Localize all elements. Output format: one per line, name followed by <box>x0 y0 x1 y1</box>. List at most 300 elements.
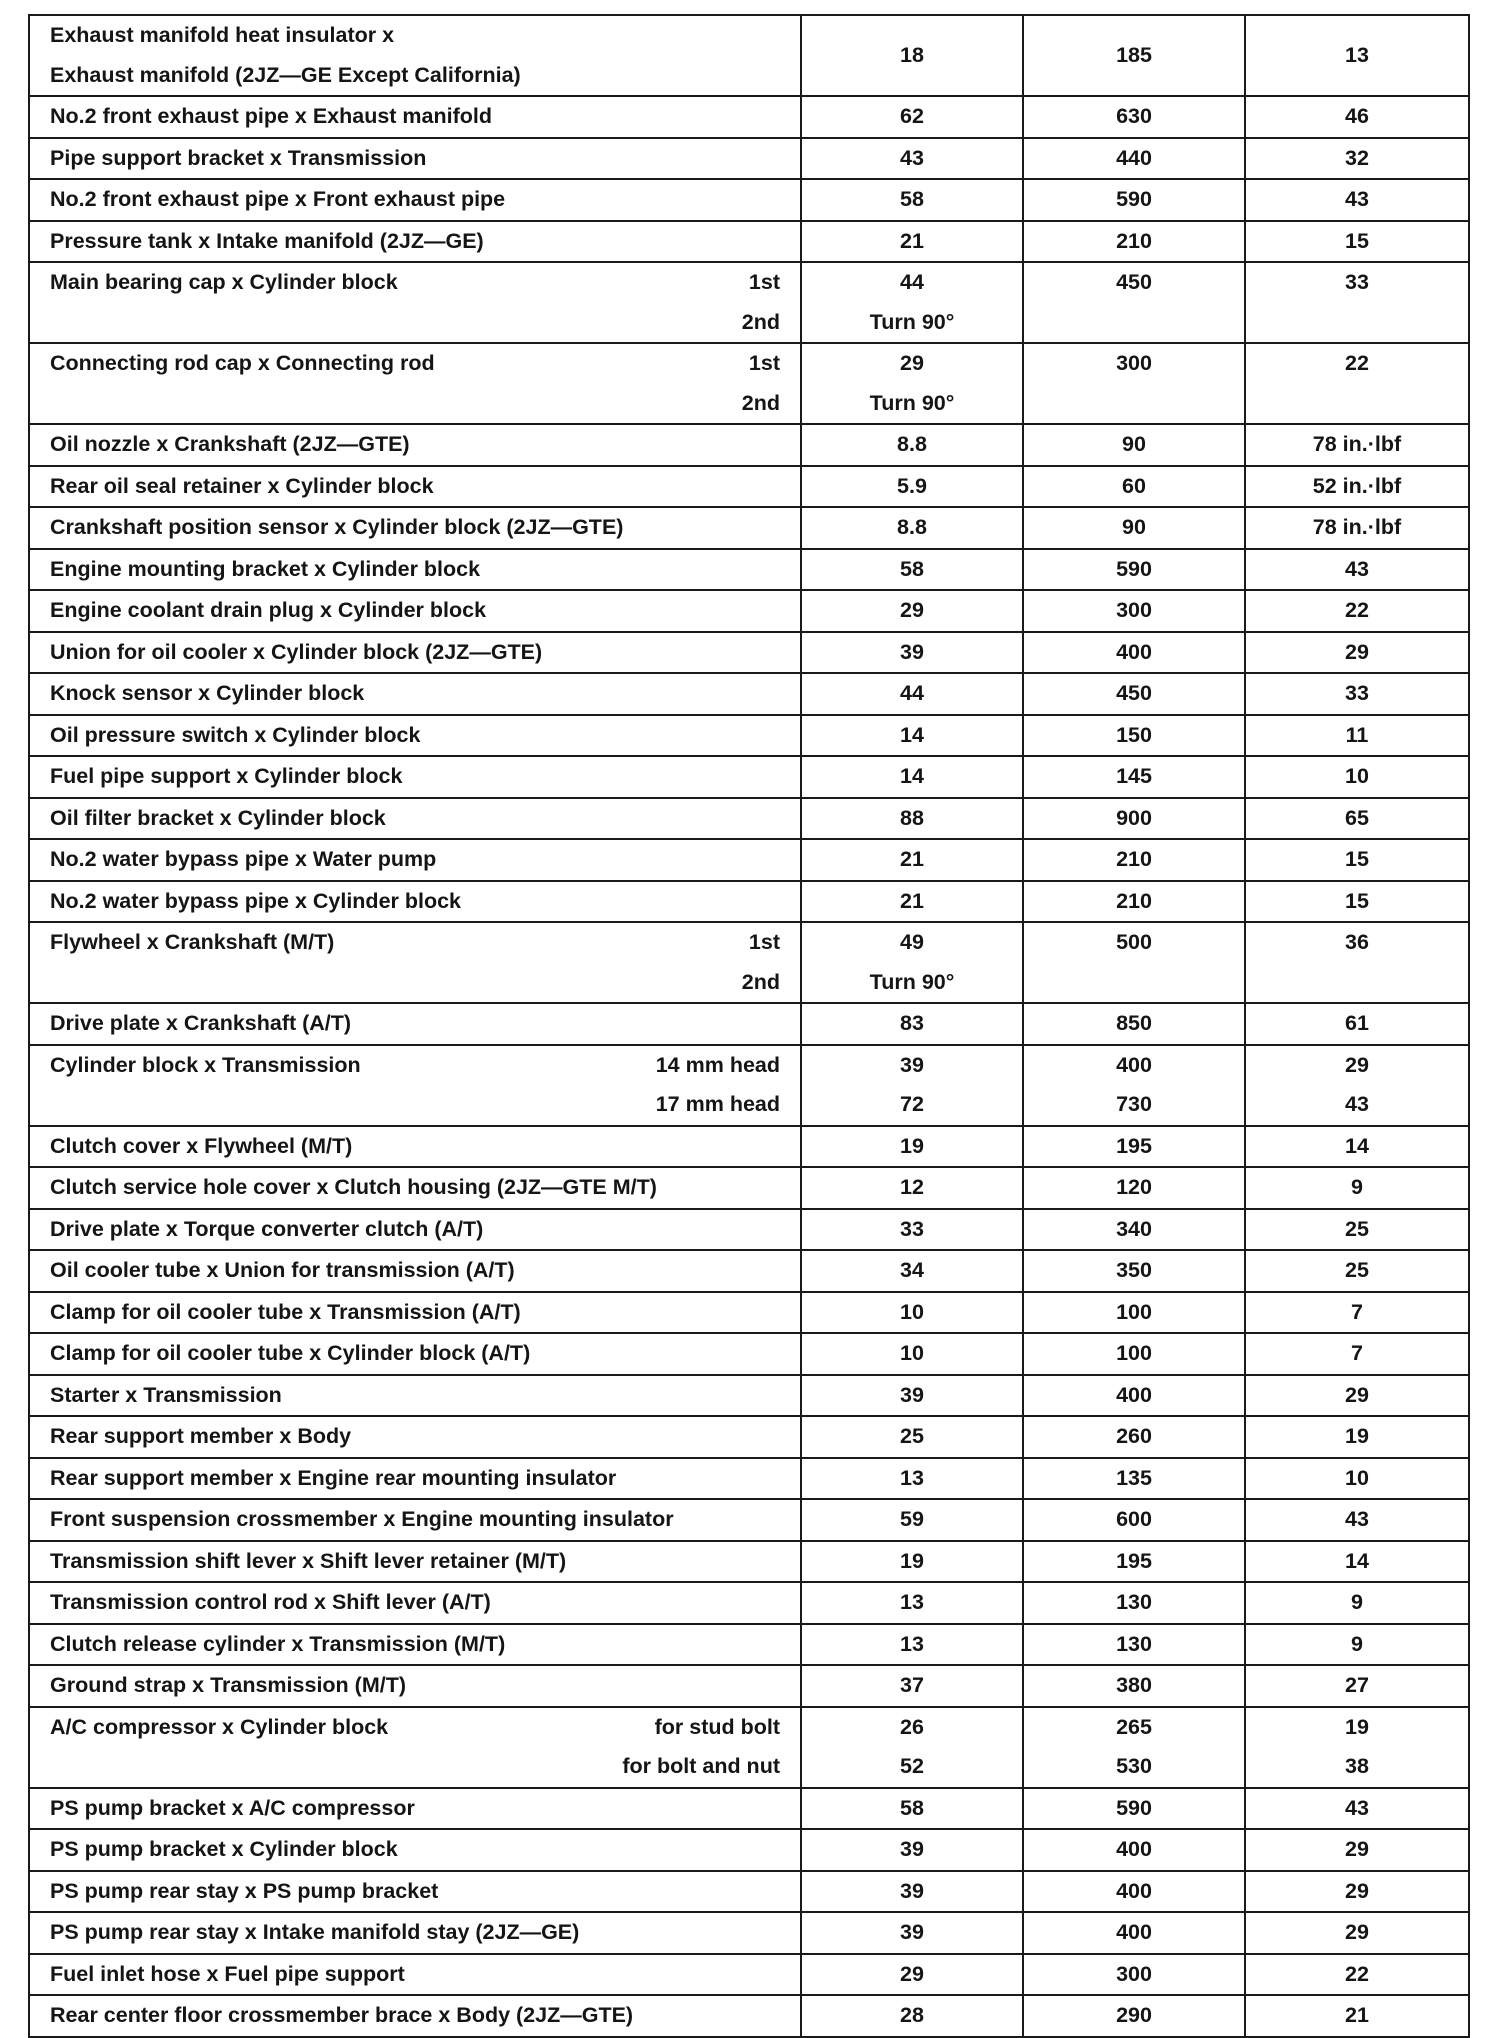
value: 9 <box>1351 1631 1363 1656</box>
table-row <box>29 1995 1469 2037</box>
kgf-cm-cell <box>1023 262 1245 343</box>
step-label: 14 mm head <box>655 1052 780 1077</box>
ft-lbf-cell <box>1245 1375 1469 1417</box>
value: 130 <box>1116 1590 1152 1614</box>
part-label: Oil filter bracket x Cylinder block <box>50 805 386 830</box>
value: 36 <box>1345 930 1369 954</box>
table-row <box>29 1333 1469 1375</box>
part-cell <box>29 1707 801 1788</box>
part-cell <box>29 1788 801 1830</box>
ft-lbf-cell <box>1245 1045 1469 1126</box>
value: 29 <box>900 351 924 375</box>
part-label: Crankshaft position sensor x Cylinder block (2JZ—GTE) <box>50 515 624 539</box>
part-cell <box>29 1912 801 1954</box>
ft-lbf-cell <box>1245 221 1469 263</box>
value: 14 <box>1345 1133 1369 1158</box>
kgf-cm-cell <box>1023 922 1245 1003</box>
value: 590 <box>1116 187 1152 211</box>
value: 10 <box>900 1341 924 1365</box>
ft-lbf-cell <box>1245 1499 1469 1541</box>
value: 61 <box>1345 1011 1369 1035</box>
part-label: Fuel inlet hose x Fuel pipe support <box>50 1961 405 1986</box>
part-cell <box>29 673 801 715</box>
ft-lbf-cell <box>1245 1209 1469 1251</box>
part-label: No.2 water bypass pipe x Cylinder block <box>50 888 462 913</box>
value: 900 <box>1116 805 1152 830</box>
value: 43 <box>1345 1507 1369 1531</box>
value: 630 <box>1116 104 1152 128</box>
value: 8.8 <box>897 432 927 456</box>
part-cell <box>29 1416 801 1458</box>
value: 440 <box>1116 145 1152 170</box>
table-row <box>29 1582 1469 1624</box>
part-label: Engine coolant drain plug x Cylinder block <box>50 598 487 622</box>
nm-cell <box>801 262 1023 343</box>
part-cell <box>29 262 801 343</box>
value: 34 <box>900 1258 924 1282</box>
nm-cell <box>801 1788 1023 1830</box>
value: 29 <box>1345 1920 1369 1944</box>
kgf-cm-cell <box>1023 632 1245 674</box>
value: 135 <box>1116 1465 1152 1490</box>
step-label: for stud bolt <box>654 1714 780 1739</box>
part-label: Oil nozzle x Crankshaft (2JZ—GTE) <box>50 432 410 456</box>
value: 39 <box>900 1878 924 1903</box>
part-label: Transmission shift lever x Shift lever retainer (M/T) <box>50 1548 567 1573</box>
part-label: No.2 front exhaust pipe x Exhaust manifold <box>50 104 493 128</box>
table-row <box>29 1954 1469 1996</box>
ft-lbf-cell <box>1245 1126 1469 1168</box>
kgf-cm-cell <box>1023 1167 1245 1209</box>
part-label: Clutch service hole cover x Clutch housing (2JZ—GTE M/T) <box>50 1175 657 1199</box>
value: 15 <box>1345 888 1369 913</box>
table-row <box>29 1167 1469 1209</box>
nm-cell <box>801 1167 1023 1209</box>
nm-cell <box>801 1416 1023 1458</box>
part-cell <box>29 1250 801 1292</box>
ft-lbf-cell <box>1245 343 1469 424</box>
value: 130 <box>1116 1631 1152 1656</box>
value: 58 <box>900 556 924 581</box>
part-label: Main bearing cap x Cylinder block <box>50 270 398 294</box>
value: 83 <box>900 1011 924 1035</box>
value: 32 <box>1345 145 1369 170</box>
value: Turn 90° <box>869 969 955 994</box>
nm-cell <box>801 221 1023 263</box>
step-label: 2nd <box>741 969 780 994</box>
part-label: PS pump rear stay x PS pump bracket <box>50 1878 439 1903</box>
kgf-cm-cell <box>1023 1871 1245 1913</box>
value: 38 <box>1345 1754 1369 1778</box>
part-label: Fuel pipe support x Cylinder block <box>50 764 403 788</box>
value: 37 <box>900 1673 924 1697</box>
value: 150 <box>1116 722 1152 747</box>
table-row <box>29 1829 1469 1871</box>
value: 43 <box>1345 1092 1369 1116</box>
value: 590 <box>1116 556 1152 581</box>
value <box>1024 963 1244 1003</box>
value: 730 <box>1116 1092 1152 1116</box>
value: 400 <box>1116 639 1152 664</box>
kgf-cm-cell <box>1023 1995 1245 2037</box>
value: 29 <box>1345 1382 1369 1407</box>
part-cell <box>29 1045 801 1126</box>
value: 60 <box>1122 473 1146 498</box>
part-label: Pipe support bracket x Transmission <box>50 145 427 170</box>
nm-cell <box>801 1126 1023 1168</box>
part-label: Rear center floor crossmember brace x Body (2JZ—GTE) <box>50 2003 634 2027</box>
value: 44 <box>900 270 924 294</box>
value: 300 <box>1116 1961 1152 1986</box>
nm-cell <box>801 15 1023 96</box>
table-row <box>29 1045 1469 1126</box>
part-label-continued: Exhaust manifold (2JZ—GE Except California) <box>50 62 521 87</box>
kgf-cm-cell <box>1023 1375 1245 1417</box>
ft-lbf-cell <box>1245 424 1469 466</box>
table-row <box>29 466 1469 508</box>
nm-cell <box>801 673 1023 715</box>
value: 9 <box>1351 1175 1363 1199</box>
value: 7 <box>1351 1341 1363 1365</box>
value: 18 <box>900 42 924 67</box>
part-cell <box>29 1126 801 1168</box>
part-cell <box>29 1954 801 1996</box>
value: 210 <box>1116 847 1152 871</box>
value: 13 <box>900 1465 924 1490</box>
table-row <box>29 839 1469 881</box>
part-cell <box>29 179 801 221</box>
value: 29 <box>1345 1052 1369 1077</box>
table-row <box>29 881 1469 923</box>
part-cell <box>29 96 801 138</box>
nm-cell <box>801 632 1023 674</box>
value: 28 <box>900 2003 924 2027</box>
part-cell <box>29 1995 801 2037</box>
part-label: Exhaust manifold heat insulator x <box>50 23 395 47</box>
part-label: PS pump rear stay x Intake manifold stay (2JZ—GE) <box>50 1920 580 1944</box>
kgf-cm-cell <box>1023 466 1245 508</box>
value: 13 <box>900 1590 924 1614</box>
torque-spec-rows <box>29 15 1469 2037</box>
value: 33 <box>900 1216 924 1241</box>
ft-lbf-cell <box>1245 507 1469 549</box>
nm-cell <box>801 179 1023 221</box>
part-cell <box>29 343 801 424</box>
table-row <box>29 1003 1469 1045</box>
table-row <box>29 1788 1469 1830</box>
value: 33 <box>1345 270 1369 294</box>
kgf-cm-cell <box>1023 1665 1245 1707</box>
value: 19 <box>1345 1714 1369 1739</box>
value: 72 <box>900 1092 924 1116</box>
part-label: Knock sensor x Cylinder block <box>50 681 365 705</box>
kgf-cm-cell <box>1023 343 1245 424</box>
value: 27 <box>1345 1673 1369 1697</box>
nm-cell <box>801 798 1023 840</box>
value: 39 <box>900 1052 924 1077</box>
ft-lbf-cell <box>1245 1707 1469 1788</box>
value: 400 <box>1116 1052 1152 1077</box>
value: 195 <box>1116 1548 1152 1573</box>
table-row <box>29 138 1469 180</box>
nm-cell <box>801 1582 1023 1624</box>
part-cell <box>29 1541 801 1583</box>
kgf-cm-cell <box>1023 1624 1245 1666</box>
value: 145 <box>1116 764 1152 788</box>
value: 19 <box>900 1133 924 1158</box>
part-label: PS pump bracket x Cylinder block <box>50 1837 398 1861</box>
table-row <box>29 96 1469 138</box>
value: 400 <box>1116 1878 1152 1903</box>
table-row <box>29 756 1469 798</box>
ft-lbf-cell <box>1245 1003 1469 1045</box>
part-cell <box>29 632 801 674</box>
value: 33 <box>1345 681 1369 705</box>
nm-cell <box>801 424 1023 466</box>
part-cell <box>29 1499 801 1541</box>
value: 29 <box>1345 1878 1369 1903</box>
value: 380 <box>1116 1673 1152 1697</box>
value: 14 <box>900 722 924 747</box>
kgf-cm-cell <box>1023 221 1245 263</box>
value: 65 <box>1345 805 1369 830</box>
ft-lbf-cell <box>1245 1995 1469 2037</box>
part-label: Starter x Transmission <box>50 1382 282 1407</box>
value: 59 <box>900 1507 924 1531</box>
value: 26 <box>900 1714 924 1739</box>
step-label: for bolt and nut <box>622 1754 780 1778</box>
nm-cell <box>801 1995 1023 2037</box>
kgf-cm-cell <box>1023 138 1245 180</box>
part-cell <box>29 1624 801 1666</box>
nm-cell <box>801 1871 1023 1913</box>
part-cell <box>29 1333 801 1375</box>
value: 22 <box>1345 598 1369 622</box>
part-cell <box>29 922 801 1003</box>
value: 450 <box>1116 270 1152 294</box>
part-cell <box>29 1871 801 1913</box>
value: 39 <box>900 639 924 664</box>
kgf-cm-cell <box>1023 1829 1245 1871</box>
value: 15 <box>1345 228 1369 253</box>
kgf-cm-cell <box>1023 839 1245 881</box>
value: 88 <box>900 805 924 830</box>
ft-lbf-cell <box>1245 1665 1469 1707</box>
table-row <box>29 507 1469 549</box>
ft-lbf-cell <box>1245 839 1469 881</box>
part-label: Clamp for oil cooler tube x Cylinder block (A/T) <box>50 1341 531 1365</box>
table-row <box>29 1375 1469 1417</box>
nm-cell <box>801 1665 1023 1707</box>
part-cell <box>29 221 801 263</box>
part-cell <box>29 1003 801 1045</box>
value: 500 <box>1116 930 1152 954</box>
value: 15 <box>1345 847 1369 871</box>
value: 12 <box>900 1175 924 1199</box>
value: 25 <box>1345 1258 1369 1282</box>
part-cell <box>29 1665 801 1707</box>
table-row <box>29 221 1469 263</box>
value: 19 <box>1345 1424 1369 1448</box>
part-label: Drive plate x Torque converter clutch (A/T) <box>50 1216 484 1241</box>
ft-lbf-cell <box>1245 1416 1469 1458</box>
ft-lbf-cell <box>1245 1333 1469 1375</box>
value: 350 <box>1116 1258 1152 1282</box>
value: 90 <box>1122 515 1146 539</box>
nm-cell <box>801 715 1023 757</box>
value: 25 <box>1345 1216 1369 1241</box>
value: 13 <box>900 1631 924 1656</box>
ft-lbf-cell <box>1245 1954 1469 1996</box>
table-row <box>29 1416 1469 1458</box>
part-label: Oil cooler tube x Union for transmission (A/T) <box>50 1258 515 1282</box>
part-label: Oil pressure switch x Cylinder block <box>50 722 421 747</box>
part-cell <box>29 15 801 96</box>
kgf-cm-cell <box>1023 1292 1245 1334</box>
table-row <box>29 922 1469 1003</box>
value: 9 <box>1351 1590 1363 1614</box>
kgf-cm-cell <box>1023 424 1245 466</box>
table-row <box>29 343 1469 424</box>
ft-lbf-cell <box>1245 1292 1469 1334</box>
step-label: 1st <box>748 270 780 294</box>
table-row <box>29 715 1469 757</box>
ft-lbf-cell <box>1245 549 1469 591</box>
value: 340 <box>1116 1216 1152 1241</box>
step-label: 2nd <box>741 309 780 334</box>
table-row <box>29 1912 1469 1954</box>
value: 52 in.·lbf <box>1312 473 1402 498</box>
part-label: Rear support member x Body <box>50 1424 352 1448</box>
part-label: Ground strap x Transmission (M/T) <box>50 1673 406 1697</box>
ft-lbf-cell <box>1245 673 1469 715</box>
kgf-cm-cell <box>1023 673 1245 715</box>
value: 260 <box>1116 1424 1152 1448</box>
value: 290 <box>1116 2003 1152 2027</box>
ft-lbf-cell <box>1245 1624 1469 1666</box>
nm-cell <box>801 138 1023 180</box>
table-row <box>29 1126 1469 1168</box>
nm-cell <box>801 1499 1023 1541</box>
value: 22 <box>1345 1961 1369 1986</box>
ft-lbf-cell <box>1245 1458 1469 1500</box>
ft-lbf-cell <box>1245 1167 1469 1209</box>
part-label: Cylinder block x Transmission <box>50 1052 361 1077</box>
value: 300 <box>1116 351 1152 375</box>
kgf-cm-cell <box>1023 715 1245 757</box>
kgf-cm-cell <box>1023 881 1245 923</box>
value: 52 <box>900 1754 924 1778</box>
part-cell <box>29 715 801 757</box>
part-label: Engine mounting bracket x Cylinder block <box>50 556 481 581</box>
value: 21 <box>900 888 924 913</box>
table-row <box>29 1624 1469 1666</box>
kgf-cm-cell <box>1023 1707 1245 1788</box>
nm-cell <box>801 507 1023 549</box>
value: 590 <box>1116 1795 1152 1820</box>
value: 58 <box>900 187 924 211</box>
kgf-cm-cell <box>1023 756 1245 798</box>
value: 21 <box>1345 2003 1369 2027</box>
part-label: A/C compressor x Cylinder block <box>50 1714 389 1739</box>
value: 530 <box>1116 1754 1152 1778</box>
value: 90 <box>1122 432 1146 456</box>
ft-lbf-cell <box>1245 922 1469 1003</box>
value: 7 <box>1351 1299 1363 1324</box>
table-row <box>29 673 1469 715</box>
part-label: Rear support member x Engine rear mounting insulator <box>50 1465 617 1490</box>
value <box>1024 303 1244 343</box>
part-label: Transmission control rod x Shift lever (A/T) <box>50 1590 491 1614</box>
table-row <box>29 1499 1469 1541</box>
value: 10 <box>1345 764 1369 788</box>
value: 14 <box>900 764 924 788</box>
part-label: Flywheel x Crankshaft (M/T) <box>50 930 335 954</box>
value: 25 <box>900 1424 924 1448</box>
value: 43 <box>900 145 924 170</box>
part-cell <box>29 507 801 549</box>
part-cell <box>29 1458 801 1500</box>
part-label: Drive plate x Crankshaft (A/T) <box>50 1011 352 1035</box>
part-label: Rear oil seal retainer x Cylinder block <box>50 473 434 498</box>
part-cell <box>29 466 801 508</box>
part-cell <box>29 1292 801 1334</box>
kgf-cm-cell <box>1023 1541 1245 1583</box>
ft-lbf-cell <box>1245 179 1469 221</box>
part-cell <box>29 1375 801 1417</box>
value: 210 <box>1116 228 1152 253</box>
nm-cell <box>801 1292 1023 1334</box>
value: 62 <box>900 104 924 128</box>
nm-cell <box>801 1209 1023 1251</box>
ft-lbf-cell <box>1245 1788 1469 1830</box>
kgf-cm-cell <box>1023 96 1245 138</box>
value: 8.8 <box>897 515 927 539</box>
table-row <box>29 179 1469 221</box>
kgf-cm-cell <box>1023 15 1245 96</box>
value: 450 <box>1116 681 1152 705</box>
ft-lbf-cell <box>1245 1541 1469 1583</box>
value: 265 <box>1116 1714 1152 1739</box>
part-label: No.2 front exhaust pipe x Front exhaust pipe <box>50 187 506 211</box>
value: 14 <box>1345 1548 1369 1573</box>
torque-spec-sheet <box>28 14 1468 2038</box>
value: Turn 90° <box>869 309 955 334</box>
part-label: Front suspension crossmember x Engine mounting insulator <box>50 1507 674 1531</box>
table-row <box>29 1250 1469 1292</box>
nm-cell <box>801 922 1023 1003</box>
nm-cell <box>801 1912 1023 1954</box>
step-label: 17 mm head <box>655 1092 780 1116</box>
value: 600 <box>1116 1507 1152 1531</box>
part-cell <box>29 1167 801 1209</box>
table-row <box>29 424 1469 466</box>
kgf-cm-cell <box>1023 549 1245 591</box>
table-row <box>29 15 1469 96</box>
ft-lbf-cell <box>1245 262 1469 343</box>
value: Turn 90° <box>869 390 955 415</box>
part-cell <box>29 798 801 840</box>
value <box>1024 384 1244 424</box>
table-row <box>29 1665 1469 1707</box>
part-label: No.2 water bypass pipe x Water pump <box>50 847 437 871</box>
table-row <box>29 1541 1469 1583</box>
part-label: Clutch cover x Flywheel (M/T) <box>50 1133 353 1158</box>
step-label: 1st <box>748 930 780 954</box>
nm-cell <box>801 1541 1023 1583</box>
value: 21 <box>900 847 924 871</box>
table-row <box>29 262 1469 343</box>
